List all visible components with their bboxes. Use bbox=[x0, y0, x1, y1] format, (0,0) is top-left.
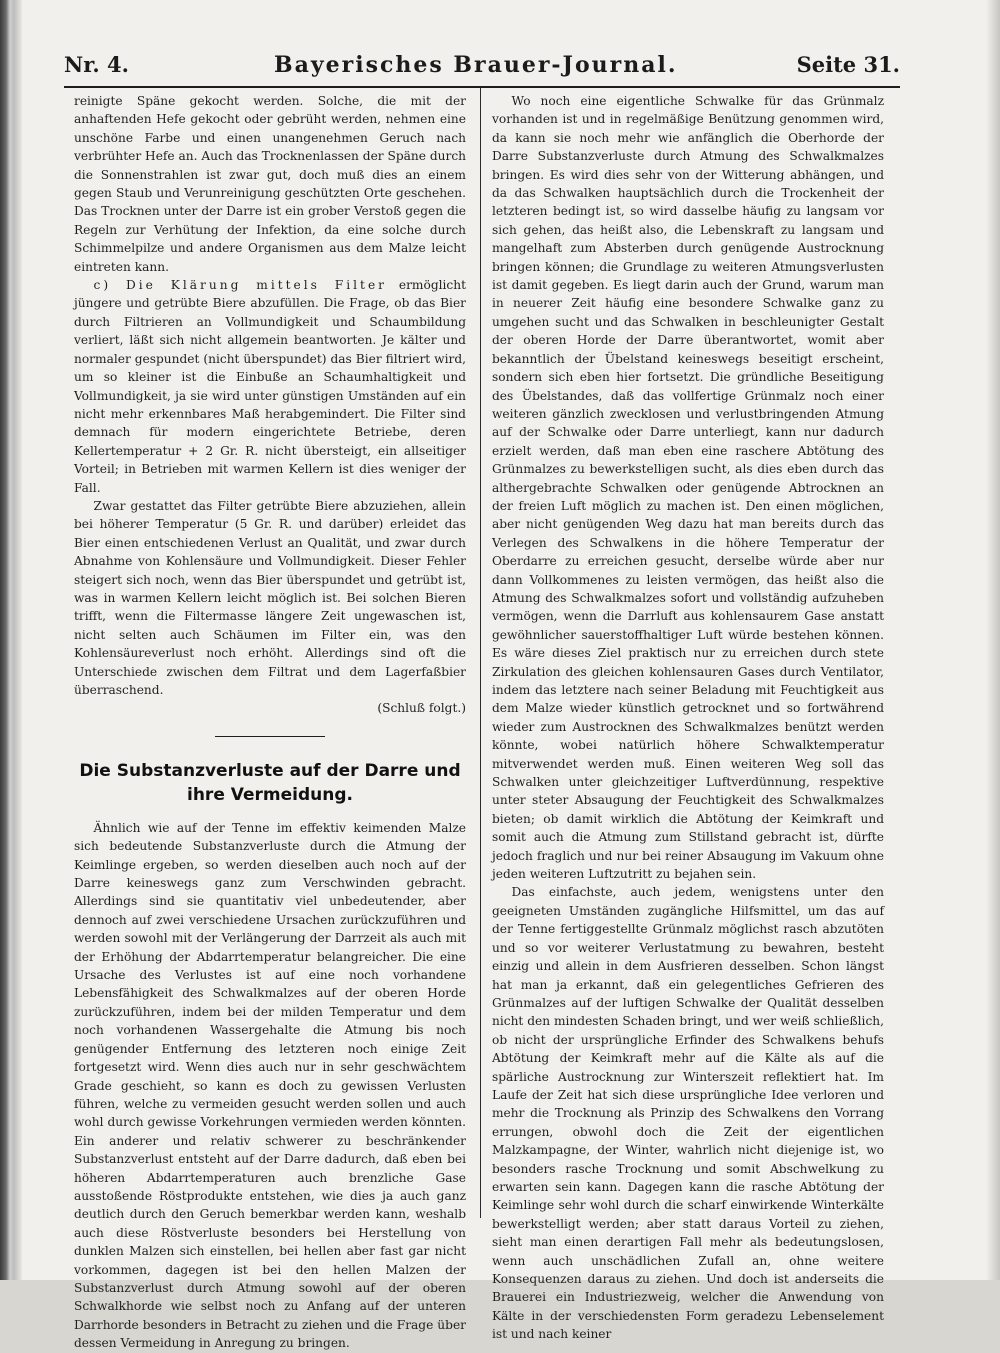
page-edge-shadow bbox=[986, 0, 1000, 1280]
section-divider bbox=[215, 736, 325, 737]
paragraph-text: ermöglicht jüngere und getrübte Biere abzufüllen. Die Frage, ob das Bier durch Filtrieren an Vollmundigkeit und Schaumbildung verliert, läßt sich nicht allgemein beantworten. Je kälter und normaler gespundet (nicht überspundet) das Bier filtriert wird, um so kleiner ist die Einbuße an Schaumhaltigkeit und Vollmundigkeit, ja sie wird unter günstigen Umständen auf ein nicht mehr erkennbares Maß herabgemindert. Die Filter sind demnach für modern eingerichtete Betriebe, deren Kellertemperatur + 2 Gr. R. nicht übersteigt, ein allseitiger Vorteil; in Betrieben mit warmen Kellern ist dies weniger der Fall. bbox=[74, 278, 466, 495]
page-number: Seite 31. bbox=[796, 52, 900, 77]
binding-edge bbox=[0, 0, 22, 1280]
paragraph: Zwar gestattet das Filter getrübte Biere abzuziehen, allein bei höherer Temperatur (5 Gr. R. und darüber) erleidet das Bier einen entschiedenen Verlust an Qualität, und zwar durch Abnahme von Kohlensäure und Vollmundigkeit. Dieser Fehler steigert sich noch, wenn das Bier überspundet und getrübt ist, was in warmen Kellern leicht möglich ist. Bei solchen Bieren trifft, wenn die Filtermasse längere Zeit ungewaschen ist, nicht selten auch Schäumen im Filter ein, was den Kohlensäureverlust noch erhöht. Allerdings sind oft die Unterschiede zwischen dem Filtrat und dem Lagerfaßbier überraschend. bbox=[74, 498, 466, 697]
paragraph-filter bbox=[74, 276, 466, 497]
running-header bbox=[64, 50, 900, 84]
header-rule bbox=[64, 86, 900, 88]
article-title: Die Substanzverluste auf der Darre und ihre Vermeidung. bbox=[79, 760, 461, 805]
section-label: c) Die Klärung mittels Filter bbox=[93, 278, 387, 293]
continuation-note: (Schluß folgt.) bbox=[377, 701, 466, 716]
paragraph: Das einfachste, auch jedem, wenigstens unter den geeigneten Umständen zugängliche Hilfsmittel, um das auf der Tenne fertiggestellte Grünmalz möglichst rasch abzutöten und so vor weiterer Verlustatmung zu bewahren, besteht einzig und allein in dem Ausfrieren desselben. Schon längst hat man ja erkannt, daß ein gelegentliches Gefrieren des Grünmalzes auf der luftigen Schwalke der Qualität desselben nicht den mindesten Schaden bringt, und wer weiß schließlich, ob nicht der ursprüngliche Erfinder des Schwalkens behufs Abtötung der Keimkraft mehr auf die Kälte als auf die spärliche Austrocknung zur Winterszeit reflektiert hat. Im Laufe der Zeit hat sich diese ursprüngliche Idee verloren und mehr die Trocknung als Prinzip des Schwalkens den Vorrang errungen, obwohl doch die Zeit der eigentlichen Malzkampagne, der Winter, wahrlich nicht diejenige ist, wo besonders rasche Trocknung und somit Abschwelkung zu erwarten sein kann. Dagegen kann die rasche Abtötung der Keimlinge sehr wohl durch die scharf einwirkende Winterkälte bewerkstelligt werden; aber statt daraus Vorteil zu ziehen, sieht man einen derartigen Fall mehr als bedeutungslosen, wenn auch unschädlichen Zufall an, ohne weitere Konsequenzen daraus zu ziehen. Und doch ist anderseits die Brauerei ein Industriezweig, welcher die Anwendung von Kälte in der verschiedensten Form geradezu Lebenselement ist und nach keiner bbox=[492, 885, 884, 1342]
journal-title: Bayerisches Brauer-Journal. bbox=[274, 52, 678, 78]
paragraph: Ähnlich wie auf der Tenne im effektiv keimenden Malze sich bedeutende Substanzverluste durch die Atmung der Keimlinge ergeben, so werden dieselben auch noch auf der Darre keineswegs ganz zum Verschwinden gebracht. Allerdings sind sie quantitativ viel unbedeutender, aber dennoch auf zwei verschiedene Ursachen zurückzuführen und werden sowohl mit der Verlängerung der Darrzeit als auch mit der Erhöhung der Abdarrtemperatur belangreicher. Die eine Ursache des Verlustes ist auf eine noch vorhandene Lebensfähigkeit des Schwalkmalzes auf der oberen Horde zurückzuführen, indem bei der milden Temperatur und dem noch vorhandenen Wassergehalte die Atmung bis noch genügender Entfernung des letzteren noch einige Zeit fortgesetzt wird. Wenn dies auch nur in sehr geschwächtem Grade geschieht, so kann es doch zu gewissen Verlusten führen, welche zu vermeiden gesucht werden sollen und auch wohl durch gewisse Vorkehrungen vermieden werden könnten. Ein anderer und relativ schwerer zu beschränkender Substanzverlust entsteht auf der Darre dadurch, daß eben bei höheren Abdarrtemperaturen auch brenzliche Gase ausstoßende Röstprodukte entstehen, wie dies ja auch ganz deutlich durch den Geruch bemerkbar werden kann, weshalb auch diese Röstverluste besonders bei Herstellung von dunklen Malzen sich einstellen, bei hellen aber fast gar nicht vorkommen, dagegen ist bei den hellen Malzen der Substanzverlust durch Atmung sowohl auf der oberen Schwalkhorde wie selbst noch zu Anfang auf der unteren Darrhorde besonders in Betracht zu ziehen und die Frage über dessen Vermeidung in Anregung zu bringen. bbox=[74, 820, 466, 1351]
paragraph: Wo noch eine eigentliche Schwalke für das Grünmalz vorhanden ist und in regelmäßige Benützung genommen wird, da kann sie noch mehr wie anfänglich die Oberhorde der Darre Substanzverluste durch Atmung des Schwalkmalzes bringen. Es wird dies sehr von der Witterung abhängen, und da das Schwalken hauptsächlich durch die Trockenheit der letzteren bedingt ist, so wird dasselbe häufig zu langsam vor sich gehen, das heißt also, die Lebenskraft zu langsam und mangelhaft zum Absterben durch genügende Austrocknung bringen können; die Grundlage zu weiteren Atmungsverlusten ist damit gegeben. Es liegt darin auch der Grund, warum man in neuerer Zeit häufig eine besondere Schwalke ganz zu umgehen sucht und das Schwalken in beschleunigter Gestalt der oberen Horde der Darre überantwortet, womit aber bekanntlich der Übelstand keineswegs beseitigt erscheint, sondern sich eben hier fortsetzt. Die gründliche Beseitigung des Übelstandes, daß das vollfertige Grünmalz noch einer weiteren gänzlich zwecklosen und verlustbringenden Atmung auf der Schwalke oder Darre unterliegt, kann nur dadurch erzielt werden, daß man eben eine raschere Abtötung des Grünmalzes zu bewerkstelligen sucht, als dies eben durch das althergebrachte Schwalken oder genügende Abtrocknen an der freien Luft möglich zu machen ist. Den einen möglichen, aber nicht genügenden Weg dazu hat man bereits durch das Verlegen des Schwalkens in die höhere Temperatur der Oberdarre zu erreichen gesucht, derselbe würde aber nur dann Vollkommenes zu leisten vermögen, das heißt also die Atmung des Schwalkmalzes sofort und vollständig aufzuheben vermögen, wenn die Darrluft aus kohlensaurem Gase anstatt gewöhnlicher sauerstoffhaltiger Luft würde bestehen können. Es wäre dieses Ziel praktisch nur zu erreichen durch stete Zirkulation des gleichen kohlensauren Gases durch Ventilator, indem das letztere nach seiner Beladung mit Feuchtigkeit aus dem Malze wieder künstlich getrocknet und so fortwährend wieder zum Austrocknen des Schwalkmalzes benützt werden könnte, wobei natürlich höhere Schwalktemperatur mitverwendet werden muß. Einen weiteren Weg soll das Schwalken unter gleichzeitiger Luftverdünnung, respektive unter steter Absaugung der Feuchtigkeit des Schwalkmalzes bieten; ob damit wirklich die Abtötung der Keimkraft und somit auch die Atmung zum Stillstand gebracht ist, dürfte jedoch fraglich und nur bei reiner Absaugung im Vakuum ohne jeden weiteren Luftzutritt zu bejahen sein. bbox=[492, 94, 884, 882]
column-divider bbox=[480, 88, 481, 1218]
left-column bbox=[74, 92, 466, 1353]
paragraph: reinigte Späne gekocht werden. Solche, die mit der anhaftenden Hefe gekocht oder gebrüht werden, nehmen eine unschöne Farbe und einen unangenehmen Geruch nach verbrühter Hefe an. Auch das Trocknenlassen der Späne durch die Sonnenstrahlen ist zwar gut, doch muß dies an einem gegen Staub und Verunreinigung geschützten Orte geschehen. Das Trocknen unter der Darre ist ein grober Verstoß gegen die Regeln zur Verhütung der Infektion, da eine solche durch Schimmelpilze und andere Organismen aus dem Malze leicht eintreten kann. bbox=[74, 94, 466, 274]
right-column bbox=[492, 92, 884, 1344]
journal-page bbox=[22, 0, 1000, 1351]
issue-number: Nr. 4. bbox=[64, 52, 129, 77]
